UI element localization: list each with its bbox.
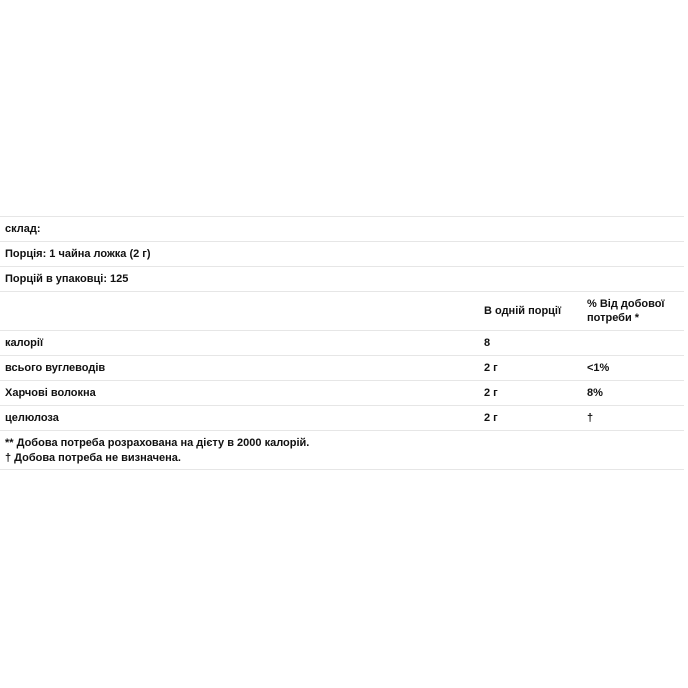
nutrient-name: Харчові волокна — [5, 387, 96, 399]
nutrient-row-calories — [0, 331, 684, 356]
footnote-not-established: † Добова потреба не визначена. — [5, 452, 181, 464]
serving-size-row — [0, 242, 684, 267]
nutrient-name: калорії — [5, 337, 44, 349]
nutrient-row-carbohydrates — [0, 356, 684, 381]
footnote-daily-diet: ** Добова потреба розрахована на дієту в 2000 калорій. — [5, 437, 310, 449]
serving-size: Порція: 1 чайна ложка (2 г) — [5, 248, 151, 260]
daily-value-header — [587, 297, 677, 325]
footnotes-row — [0, 431, 684, 470]
daily-value-header-line1: % Від добової — [587, 298, 665, 310]
nutrition-facts-table — [0, 216, 684, 470]
nutrient-amount: 2 г — [484, 387, 498, 399]
nutrient-name: всього вуглеводів — [5, 362, 106, 374]
daily-value-header-line2: потреби * — [587, 312, 640, 324]
nutrient-daily-value: † — [587, 412, 594, 424]
servings-per-container-row — [0, 267, 684, 292]
nutrient-amount: 2 г — [484, 412, 498, 424]
composition-row — [0, 217, 684, 242]
nutrient-daily-value: 8% — [587, 387, 603, 399]
nutrient-amount: 2 г — [484, 362, 498, 374]
composition-label: склад: — [5, 223, 41, 235]
nutrient-amount: 8 — [484, 337, 491, 349]
nutrient-row-fiber — [0, 381, 684, 406]
nutrient-name: целюлоза — [5, 412, 59, 424]
nutrient-row-cellulose — [0, 406, 684, 431]
nutrient-daily-value: <1% — [587, 362, 610, 374]
servings-per-container: Порцій в упаковці: 125 — [5, 273, 129, 285]
table-header-row — [0, 292, 684, 331]
amount-per-serving-header: В одній порції — [484, 305, 562, 317]
